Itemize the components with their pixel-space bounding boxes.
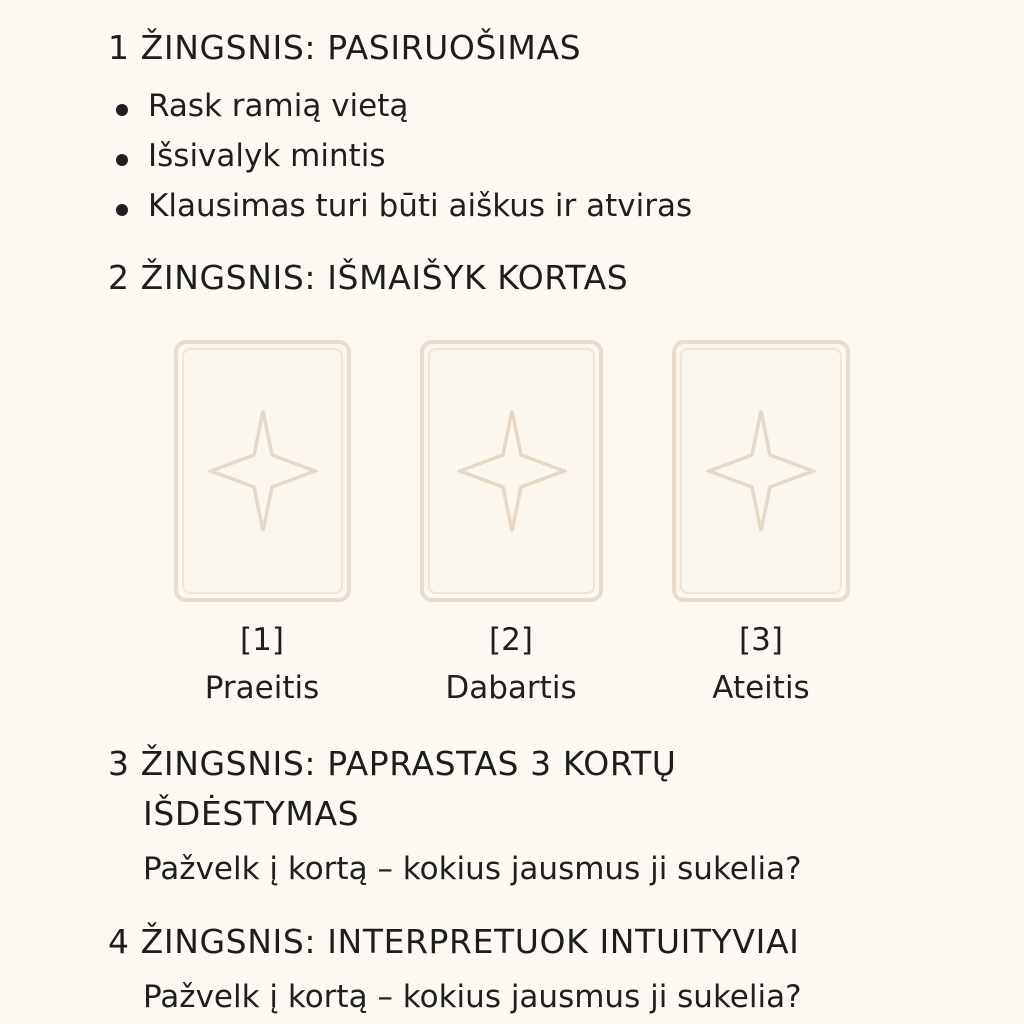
tarot-card-1[interactable]	[174, 340, 351, 602]
tarot-card-2[interactable]	[420, 340, 603, 602]
card-2-number: [2]	[489, 622, 533, 658]
star-icon	[706, 409, 816, 534]
step2-title: 2 ŽINGSNIS: IŠMAIŠYK KORTAS	[108, 258, 629, 297]
star-icon	[208, 409, 318, 534]
step4-text: Pažvelk į kortą – kokius jausmus ji sukelia?	[143, 979, 802, 1015]
step4-title: 4 ŽINGSNIS: INTERPRETUOK INTUITYVIAI	[108, 922, 800, 961]
step1-bullet-3: Klausimas turi būti aiškus ir atviras	[148, 188, 693, 224]
step3-text: Pažvelk į kortą – kokius jausmus ji sukelia?	[143, 851, 802, 887]
card-1-label: Praeitis	[204, 670, 320, 706]
card-2-label: Dabartis	[445, 670, 577, 706]
bullet-icon	[116, 204, 128, 216]
step3-title-line1: 3 ŽINGSNIS: PAPRASTAS 3 KORTŲ	[108, 744, 677, 783]
card-3-label: Ateitis	[712, 670, 810, 706]
step1-bullet-2: Išsivalyk mintis	[148, 138, 386, 174]
bullet-icon	[116, 104, 128, 116]
step1-bullet-1: Rask ramią vietą	[148, 88, 409, 124]
card-1-number: [1]	[240, 622, 284, 658]
tarot-card-3[interactable]	[672, 340, 850, 602]
step1-title: 1 ŽINGSNIS: PASIRUOŠIMAS	[108, 28, 582, 67]
star-icon	[457, 409, 567, 534]
card-3-number: [3]	[739, 622, 783, 658]
bullet-icon	[116, 154, 128, 166]
step3-title-line2: IŠDĖSTYMAS	[143, 794, 360, 833]
